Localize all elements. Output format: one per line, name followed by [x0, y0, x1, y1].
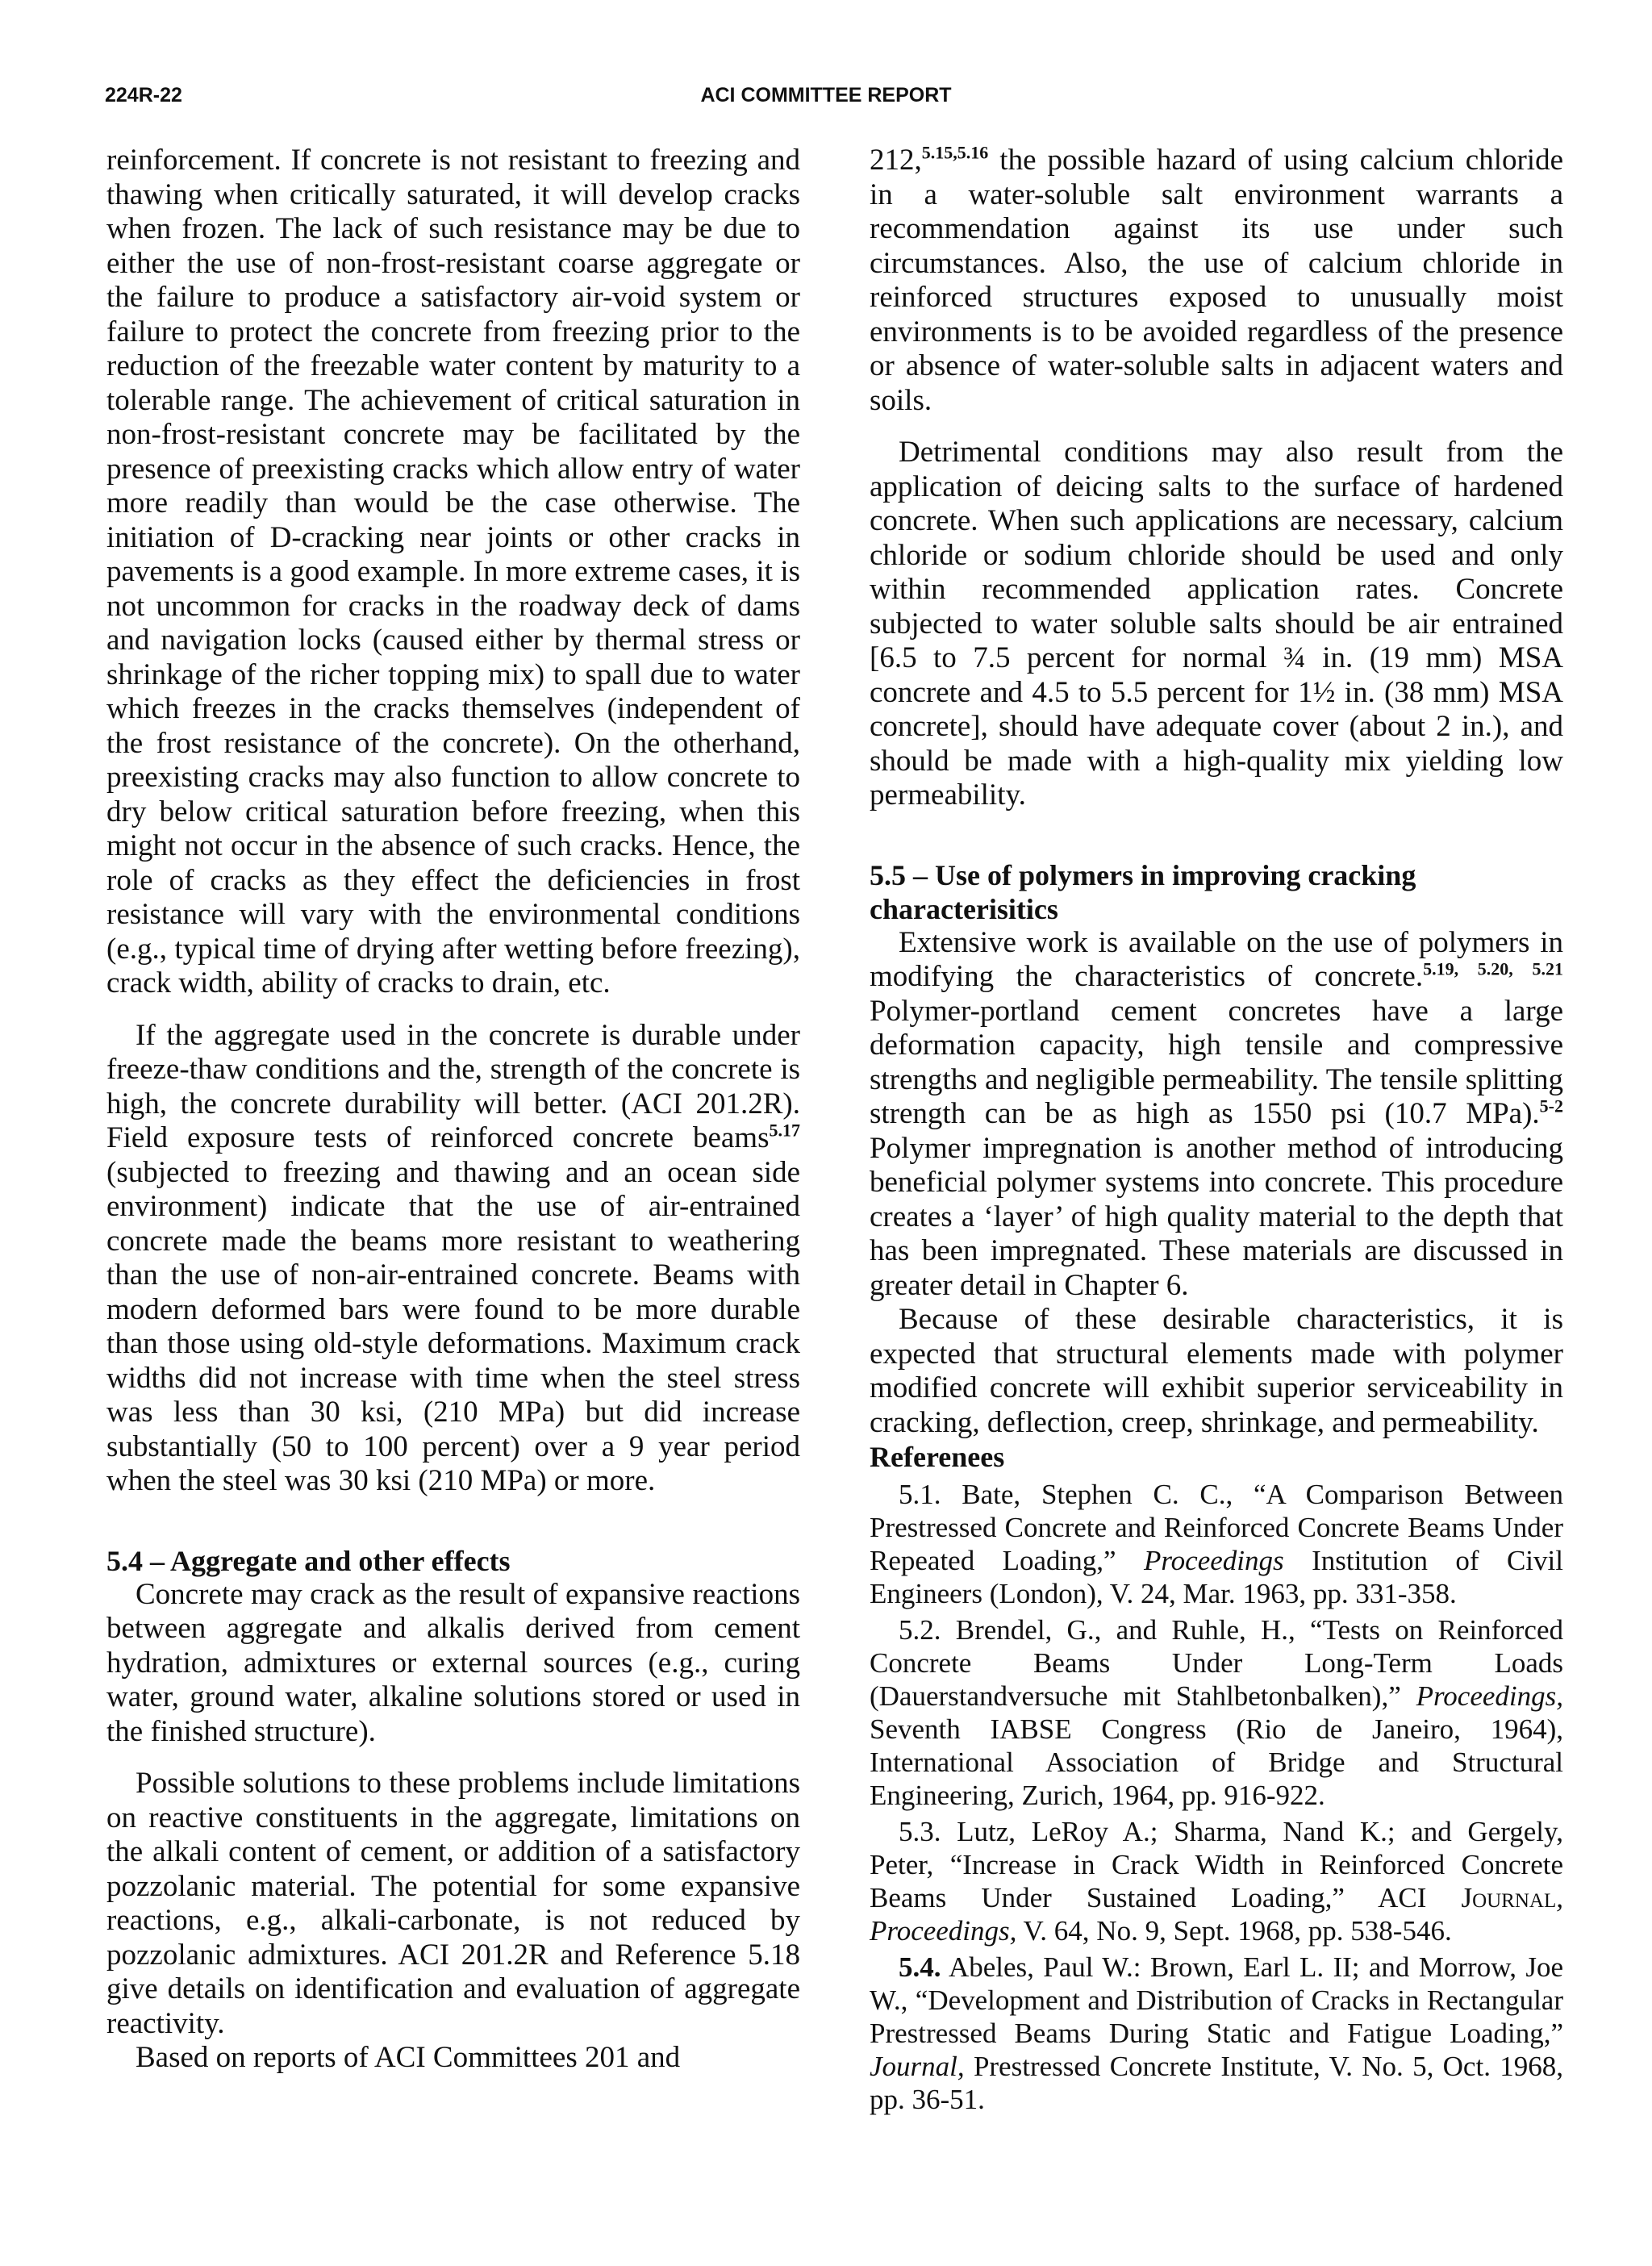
reference-item: [870, 1951, 1563, 2116]
references-title: Referenees: [870, 1441, 1005, 1473]
text: Proceedings: [1143, 1544, 1284, 1576]
paragraph: reinforcement. If concrete is not resistant to freezing and thawing when critically saturated, it will develop cracks when frozen. The lack of such resistance may be due to either the use of non-frost-resistant coarse aggregate or the failure to produce a satisfactory air-void system or failure to protect the concrete from freezing prior to the reduction of the freezable water content by maturity to a tolerable range. The achievement of critical saturation in non-frost-resistant concrete may be facilitated by the presence of preexisting cracks which allow entry of water more readily than would be the case otherwise. The initiation of D-cracking near joints or other cracks in pavements is a good example. In more extreme cases, it is not uncommon for cracks in the roadway deck of dams and navigation locks (caused either by thermal stress or shrinkage of the richer topping mix) to spall due to water which freezes in the cracks themselves (independent of the frost resistance of the concrete). On the otherhand, preexisting cracks may also function to allow concrete to dry below critical saturation before freezing, when this might not occur in the absence of such cracks. Hence, the role of cracks as they effect the deficiencies in frost resistance will vary with the environmental conditions (e.g., typical time of drying after wetting before freezing), crack width, ability of cracks to drain, etc.: [106, 144, 800, 999]
text: the possible hazard of using calcium chloride in a water-soluble salt environment warrants a recommendation against its use under such circumstances. Also, the use of calcium chloride in reinforced structures exposed to unusually moist environments is to be avoided regardless of the presence or absence of water-soluble salts in adjacent waters and soils.: [870, 144, 1563, 417]
reference-item: [870, 1478, 1563, 1610]
text: Polymer impregnation is another method of introducing beneficial polymer systems into concrete. This procedure creates a ‘layer’ of high quality material to the depth that has been impregnated. These materials are discussed in greater detail in Chapter 6.: [870, 1131, 1563, 1302]
paragraph: [870, 144, 1563, 418]
reference-item: [870, 1815, 1563, 1947]
left-column: [106, 144, 800, 2076]
text: (subjected to freezing and thawing and an ocean side environment) indicate that the use of air-entrained concrete made the beams more resistant to weathering than the use of non-air-entrained concrete. Beams with modern deformed bars were found to be more durable than those using old-style deformations. Maximum crack widths did not increase with time when the steel stress was less than 30 ksi, (210 MPa) but did increase substantially (50 to 100 percent) over a 9 year period when the steel was 30 ksi (210 MPa) or more.: [106, 1155, 800, 1497]
running-head: ACI COMMITTEE REPORT: [700, 84, 952, 106]
reference-item: [870, 1613, 1563, 1812]
paragraph: Based on reports of ACI Committees 201 and: [136, 2041, 681, 2074]
page-number: 224R-22: [105, 84, 182, 106]
citation: 5.15,5.16: [921, 142, 989, 163]
text: Institution of Civil Engineers (London), V. 24, Mar. 1963, pp. 331-358.: [870, 1544, 1563, 1609]
paragraph: Detrimental conditions may also result from the application of deicing salts to the surface of hardened concrete. When such applications are necessary, calcium chloride or sodium chloride should be used and only within recommended application rates. Concrete subjected to water soluble salts should be air entrained [6.5 to 7.5 percent for normal ¾ in. (19 mm) MSA concrete and 4.5 to 5.5 percent for 1½ in. (38 mm) MSA concrete], should have adequate cover (about 2 in.), and should be made with a high-quality mix yielding low permeability.: [870, 436, 1563, 812]
text: Polymer-portland cement concretes have a large deformation capacity, high tensile and compressive strengths and negligible permeability. The tensile splitting strength can be as high as 1550 psi (10.7 MPa).: [870, 994, 1563, 1130]
text: Extensive work is available on the use of polymers in modifying the characteristics of concrete.: [870, 925, 1563, 993]
text: 5.3. Lutz, LeRoy A.; Sharma, Nand K.; and Gergely, Peter, “Increase in Crack Width in Reinforced Concrete Beams Under Sustained Loading,” ACI: [870, 1815, 1563, 1913]
text: 212,: [870, 144, 922, 177]
paragraph: Because of these desirable characteristics, it is expected that structural elements made with polymer modified concrete will exhibit superior serviceability in cracking, deflection, creep, shrinkage, and permeability.: [870, 1303, 1563, 1439]
right-column: [870, 144, 1563, 2116]
paragraph: [106, 1019, 800, 1499]
text: Journal,: [870, 2050, 965, 2082]
paragraph: [870, 926, 1563, 1304]
paragraph: Concrete may crack as the result of expansive reactions between aggregate and alkalis derived from cement hydration, admixtures or external sources (e.g., curing water, ground water, alkaline solutions stored or used in the finished structure).: [106, 1577, 800, 1748]
section-heading: 5.5 – Use of polymers in improving cracking characterisitics: [870, 858, 1416, 925]
citation: 5.19, 5.20, 5.21: [1423, 958, 1563, 979]
text: 5.4.: [899, 1951, 941, 1983]
text: Prestressed Concrete Institute, V. No. 5, Oct. 1968, pp. 36-51.: [870, 2050, 1563, 2115]
section-heading: 5.4 – Aggregate and other effects: [106, 1544, 511, 1577]
text: 5.2. Brendel, G., and Ruhle, H., “Tests on Reinforced Concrete Beams Under Long-Term Loads (Dauerstandversuche mit Stahlbetonbalken),”: [870, 1613, 1563, 1712]
citation: 5-2: [1539, 1095, 1563, 1116]
text: Seventh IABSE Congress (Rio de Janeiro, 1964), International Association of Bridge and Structural Engineering, Zurich, 1964, pp. 916-922.: [870, 1713, 1563, 1811]
text: , Proceedings,: [870, 1881, 1563, 1947]
citation: 5.17: [769, 1120, 800, 1141]
text: 5.1. Bate, Stephen C. C., “A Comparison Between Prestressed Concrete and Reinforced Concrete Beams Under Repeated Loading,”: [870, 1478, 1563, 1576]
text: V. 64, No. 9, Sept. 1968, pp. 538-546.: [1016, 1914, 1452, 1947]
page-header: [105, 84, 1547, 116]
text: Abeles, Paul W.: Brown, Earl L. II; and Morrow, Joe W., “Development and Distribution of Cracks in Rectangular Prestressed Beams During Static and Fatigue Loading,”: [870, 1951, 1563, 2049]
text: If the aggregate used in the concrete is durable under freeze-thaw conditions and the, strength of the concrete is high, the concrete durability will better. (ACI 201.2R). Field exposure tests of reinforced concrete beams: [106, 1018, 800, 1154]
text: Journal: [1461, 1881, 1557, 1913]
paragraph: Possible solutions to these problems include limitations on reactive constituents in the aggregate, limitations on the alkali content of cement, or addition of a satisfactory pozzolanic material. The potential for some expansive reactions, e.g., alkali-carbonate, is not reduced by pozzolanic admixtures. ACI 201.2R and Reference 5.18 give details on identification and evaluation of aggregate reactivity.: [106, 1767, 800, 2040]
text: Proceedings,: [1416, 1680, 1563, 1712]
